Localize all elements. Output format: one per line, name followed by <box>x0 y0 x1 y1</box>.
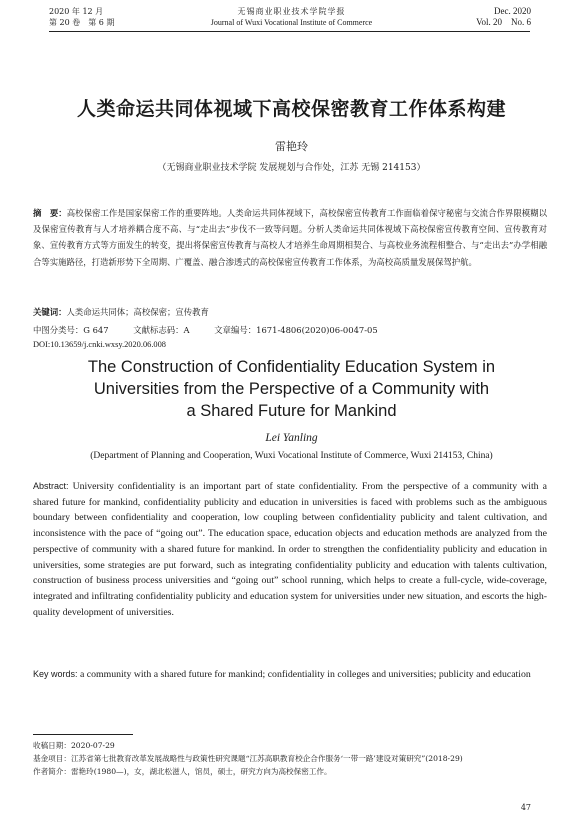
abstract-en <box>33 479 547 620</box>
abstract-en-text: University confidentiality is an important part of state confidentiality. From the perspective of a community with a shared future for mankind, confidentiality publicity and education in universities is faced with problems such as the ambiguous boundary between confidentiality and cooperation, low coupling between confidentiality publicity and talent cultivation, and inconsistence with the pace of “going out”. The education space, education objects and education methods are analyzed from the perspective of community with a shared future for mankind. In order to strengthen the confidentiality publicity and education in universities, some strategies are put forward, such as integrating confidentiality publicity and education with talents cultivation, construction of business process universities and “going out” school running, which helps to create a full-cycle, wide-coverage, integrated and infiltrating confidentiality publicity and education system for universities under new situation, and escorts the high-quality development of universities. <box>33 481 547 618</box>
journal-name-en: Journal of Wuxi Vocational Institute of Commerce <box>210 18 373 27</box>
keywords-cn-label: 关键词： <box>33 307 67 317</box>
document-code: 文献标志码：A <box>133 325 190 335</box>
abstract-cn <box>33 205 547 270</box>
author-bio: 作者简介：雷艳玲(1980—)，女，湖北松滋人，馆员，硕士，研究方向为高校保密工作。 <box>33 767 332 776</box>
classification-row <box>33 324 400 336</box>
keywords-cn <box>33 306 209 318</box>
abstract-cn-label: 摘 要： <box>33 208 67 218</box>
title-en-line3: a Shared Future for Mankind <box>186 402 397 420</box>
title-en-line1: The Construction of Confidentiality Education System in <box>87 358 496 376</box>
header-volume: 第 20 卷 第 6 期 <box>49 18 115 27</box>
clc-number: 中图分类号：G 647 <box>33 325 109 335</box>
keywords-en-label: Key words: <box>33 669 78 679</box>
author-affiliation-en: (Department of Planning and Cooperation, Wuxi Vocational Institute of Commerce, Wuxi 214153, China) <box>90 451 493 461</box>
header-date: 2020 年 12 月 <box>49 7 104 16</box>
footnote-rule <box>33 734 133 735</box>
article-number: 文章编号：1671-4806(2020)06-0047-05 <box>214 325 378 335</box>
abstract-cn-text: 高校保密工作是国家保密工作的重要阵地。人类命运共同体视域下，高校保密宣传教育工作面临着保守秘密与交流合作界限模糊以及保密宣传教育与人才培养耦合度不高、与“走出去”步伐不一致等问题。分析人类命运共同体视域下高校保密宣传教育空间、宣传教育对象、宣传教育方式等方面发生的转变，提出将保密宣传教育与高校人才培养生命周期相契合、与高校业务流程相整合、与“走出去”办学相融合等实施路径，打造新形势下全周期、广覆盖、融合渗透式的高校保密宣传教育工作体系，为高校高质量发展保驾护航。 <box>33 208 548 267</box>
author-affiliation-cn: （无锡商业职业技术学院 发展规划与合作处，江苏 无锡 214153） <box>157 163 426 173</box>
author-name-cn: 雷艳玲 <box>275 140 308 153</box>
title-en-line2: Universities from the Perspective of a Community with <box>93 380 490 398</box>
keywords-cn-text: 人类命运共同体；高校保密；宣传教育 <box>66 307 209 317</box>
received-date: 收稿日期：2020-07-29 <box>33 741 115 750</box>
header-date-en: Dec. 2020 <box>494 6 531 16</box>
abstract-en-label: Abstract: <box>33 481 69 491</box>
footnotes <box>33 739 547 778</box>
header-rule <box>49 31 530 32</box>
paper-title-cn: 人类命运共同体视域下高校保密教育工作体系构建 <box>76 98 506 120</box>
doi: DOI:10.13659/j.cnki.wxsy.2020.06.008 <box>33 340 166 349</box>
page-number: 47 <box>520 803 531 812</box>
keywords-en-text: a community with a shared future for mankind; confidentiality in colleges and universities; publicity and education <box>77 669 531 680</box>
fund-project: 基金项目：江苏省第七批教育改革发展战略性与政策性研究课题“江苏高职教育校企合作服务‘一带一路’建设对策研究”(2018-29) <box>33 754 463 763</box>
keywords-en <box>33 667 547 683</box>
journal-name-cn: 无锡商业职业技术学院学报 <box>237 7 346 16</box>
author-name-en: Lei Yanling <box>265 432 318 444</box>
header-volume-en: Vol. 20 No. 6 <box>476 17 531 27</box>
paper-title-en <box>0 356 583 422</box>
journal-date-volume-en <box>476 6 531 28</box>
